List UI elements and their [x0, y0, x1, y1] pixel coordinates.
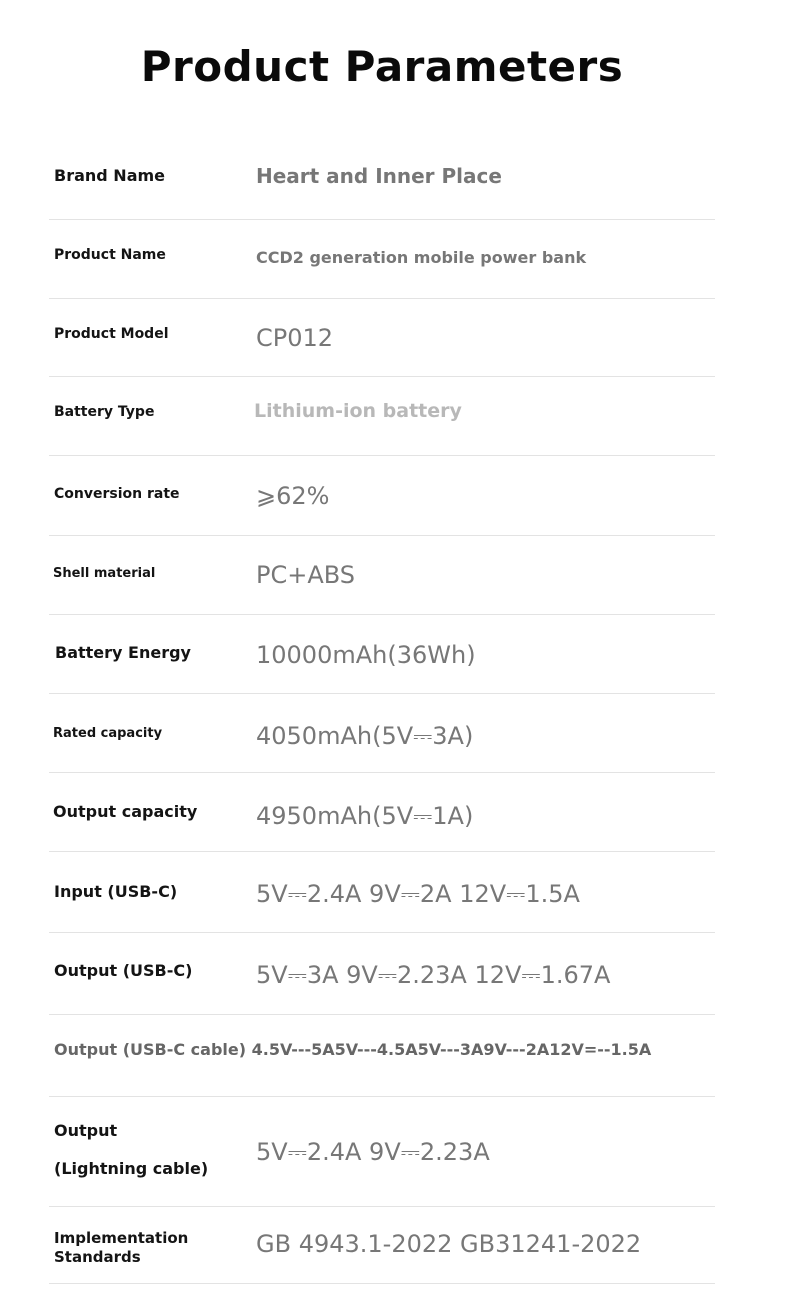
row-divider — [49, 535, 715, 536]
output-usbc-label: Output (USB-C) — [54, 961, 193, 980]
row-divider — [49, 772, 715, 773]
conversion-rate-label: Conversion rate — [54, 486, 180, 502]
product-model-value: CP012 — [256, 324, 334, 352]
row-divider — [49, 851, 715, 852]
row-divider — [49, 1206, 715, 1207]
row-divider — [49, 1014, 715, 1015]
product-name-value: CCD2 generation mobile power bank — [256, 248, 587, 267]
output-usbc-value: 5V⎓3A 9V⎓2.23A 12V⎓1.67A — [256, 961, 611, 989]
row-divider — [49, 1283, 715, 1284]
brand-name-value: Heart and Inner Place — [256, 164, 502, 188]
shell-material-value: PC+ABS — [256, 561, 356, 589]
implementation-standards-label-line1: Implementation — [54, 1229, 189, 1247]
rated-capacity-label: Rated capacity — [53, 726, 163, 741]
output-lightning-label-line2: (Lightning cable) — [54, 1159, 209, 1178]
output-lightning-value: 5V⎓2.4A 9V⎓2.23A — [256, 1138, 490, 1166]
output-capacity-value: 4950mAh(5V⎓1A) — [256, 802, 474, 830]
battery-energy-label: Battery Energy — [55, 643, 191, 662]
page-title: Product Parameters — [140, 42, 624, 91]
row-divider — [49, 932, 715, 933]
input-usbc-label: Input (USB-C) — [54, 882, 178, 901]
product-model-label: Product Model — [54, 326, 169, 342]
output-usbc-cable-text: Output (USB-C cable) 4.5V---5A5V---4.5A5V---3A9V---2A12V=--1.5A — [54, 1040, 652, 1059]
row-divider — [49, 298, 715, 299]
output-lightning-label-line1: Output — [54, 1121, 118, 1140]
implementation-standards-label-line2: Standards — [54, 1248, 141, 1266]
battery-type-value: Lithium-ion battery — [254, 400, 462, 422]
battery-type-label: Battery Type — [54, 404, 155, 420]
row-divider — [49, 1096, 715, 1097]
implementation-standards-value: GB 4943.1-2022 GB31241-2022 — [256, 1230, 642, 1258]
input-usbc-value: 5V⎓2.4A 9V⎓2A 12V⎓1.5A — [256, 880, 580, 908]
product-name-label: Product Name — [54, 247, 166, 263]
brand-name-label: Brand Name — [54, 166, 166, 185]
rated-capacity-value: 4050mAh(5V⎓3A) — [256, 722, 474, 750]
row-divider — [49, 455, 715, 456]
row-divider — [49, 219, 715, 220]
battery-energy-value: 10000mAh(36Wh) — [256, 641, 476, 669]
conversion-rate-value: ⩾62% — [256, 482, 330, 510]
row-divider — [49, 376, 715, 377]
output-capacity-label: Output capacity — [53, 802, 198, 821]
row-divider — [49, 693, 715, 694]
row-divider — [49, 614, 715, 615]
shell-material-label: Shell material — [53, 566, 156, 581]
